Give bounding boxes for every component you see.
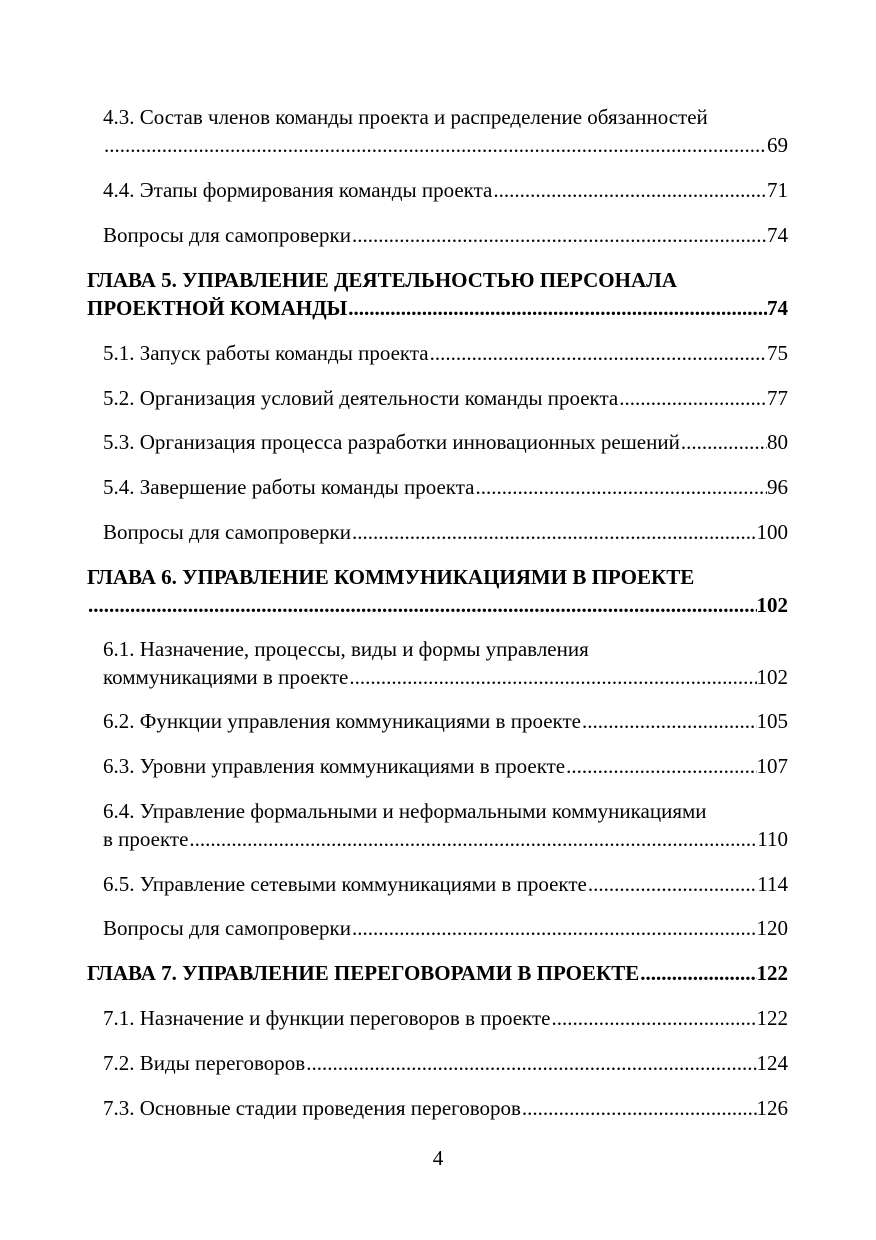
dot-leader [352,518,756,546]
toc-entry-6-1 [103,635,788,691]
toc-entry-page: 126 [756,1096,788,1120]
dot-leader [476,473,768,501]
toc-entry-page: 71 [767,178,788,202]
toc-entry-title: 7.2. Виды переговоров [103,1051,306,1075]
dot-leader [566,752,756,780]
toc-entry-questions-5 [103,518,788,546]
toc-entry-title-line1: 4.3. Состав членов команды проекта и распределение обязанностей [103,105,708,129]
page-number: 4 [432,1146,444,1170]
toc-entry-title: 7.1. Назначение и функции переговоров в проекте [103,1006,551,1030]
toc-entry-page: 100 [756,520,788,544]
toc-entry-page: 96 [767,475,788,499]
toc-entry-page: 75 [767,341,788,365]
toc-entry-7-1 [103,1004,788,1032]
toc-entry-page: 122 [756,961,788,985]
toc-chapter-5 [87,266,788,322]
toc-entry-title: 5.1. Запуск работы команды проекта [103,341,429,365]
toc-entry-page: 105 [756,709,788,733]
toc-entry-title: ГЛАВА 7. УПРАВЛЕНИЕ ПЕРЕГОВОРАМИ В ПРОЕКТЕ [87,961,640,985]
dot-leader [104,131,767,159]
dot-leader [551,1004,756,1032]
toc-entry-5-3 [103,428,788,456]
toc-entry-6-3 [103,752,788,780]
dot-leader [588,870,757,898]
toc-entry-page: 69 [767,133,788,157]
toc-entry-5-1 [103,339,788,367]
toc-entry-title: в проекте [103,827,189,851]
toc-entry-title: 4.4. Этапы формирования команды проекта [103,178,493,202]
toc-entry-page: 122 [756,1006,788,1030]
toc-entry-title: 6.2. Функции управления коммуникациями в проекте [103,709,581,733]
toc-entry-title: Вопросы для самопроверки [103,223,352,247]
toc-chapter-7 [87,959,788,987]
toc-entry-7-2 [103,1049,788,1077]
dot-leader [493,176,767,204]
toc-entry-title-line1: ГЛАВА 6. УПРАВЛЕНИЕ КОММУНИКАЦИЯМИ В ПРОЕКТЕ [87,565,695,589]
dot-leader [88,591,757,619]
toc-entry-page: 114 [757,872,788,896]
toc-entry-page: 74 [767,223,788,247]
toc-entry-title: Вопросы для самопроверки [103,520,352,544]
toc-entry-title-line1: 6.1. Назначение, процессы, виды и формы управления [103,637,589,661]
toc-entry-5-4 [103,473,788,501]
dot-leader [619,384,767,412]
toc-entry-6-4 [103,797,788,853]
toc-entry-6-5 [103,870,788,898]
toc-entry-questions-4 [103,221,788,249]
toc-entry-title: 6.3. Уровни управления коммуникациями в проекте [103,754,566,778]
toc-entry-page: 124 [756,1051,788,1075]
dot-leader [681,428,767,456]
dot-leader [348,294,767,322]
toc-chapter-6 [87,563,788,619]
dot-leader [349,663,756,691]
dot-leader [640,959,756,987]
toc-entry-page: 74 [767,296,788,320]
dot-leader [522,1094,757,1122]
toc-entry-page: 107 [756,754,788,778]
toc-entry-title: коммуникациями в проекте [103,665,349,689]
toc-entry-title: Вопросы для самопроверки [103,916,352,940]
toc-entry-title: 5.4. Завершение работы команды проекта [103,475,475,499]
toc-entry-4-4 [103,176,788,204]
toc-entry-5-2 [103,384,788,412]
toc-entry-title: 5.3. Организация процесса разработки инновационных решений [103,430,680,454]
toc-entry-title: 7.3. Основные стадии проведения переговоров [103,1096,521,1120]
toc-entry-title: 6.5. Управление сетевыми коммуникациями в проекте [103,872,587,896]
dot-leader [306,1049,756,1077]
toc-entry-questions-6 [103,914,788,942]
toc-entry-page: 102 [756,593,788,617]
dot-leader [189,825,757,853]
toc-entry-page: 80 [767,430,788,454]
toc-entry-page: 77 [767,386,788,410]
toc-entry-page: 102 [756,665,788,689]
toc-entry-title-line1: 6.4. Управление формальными и неформальными коммуникациями [103,799,707,823]
toc-entry-page: 110 [757,827,788,851]
dot-leader [430,339,767,367]
dot-leader [352,914,756,942]
toc-entry-4-3 [103,103,788,159]
toc-entry-title: 5.2. Организация условий деятельности команды проекта [103,386,619,410]
toc-entry-7-3 [103,1094,788,1122]
toc-entry-title-line1: ГЛАВА 5. УПРАВЛЕНИЕ ДЕЯТЕЛЬНОСТЬЮ ПЕРСОНАЛА [87,268,677,292]
toc-entry-6-2 [103,707,788,735]
dot-leader [352,221,767,249]
dot-leader [582,707,757,735]
toc-entry-page: 120 [756,916,788,940]
toc-entry-title: ПРОЕКТНОЙ КОМАНДЫ [87,296,348,320]
